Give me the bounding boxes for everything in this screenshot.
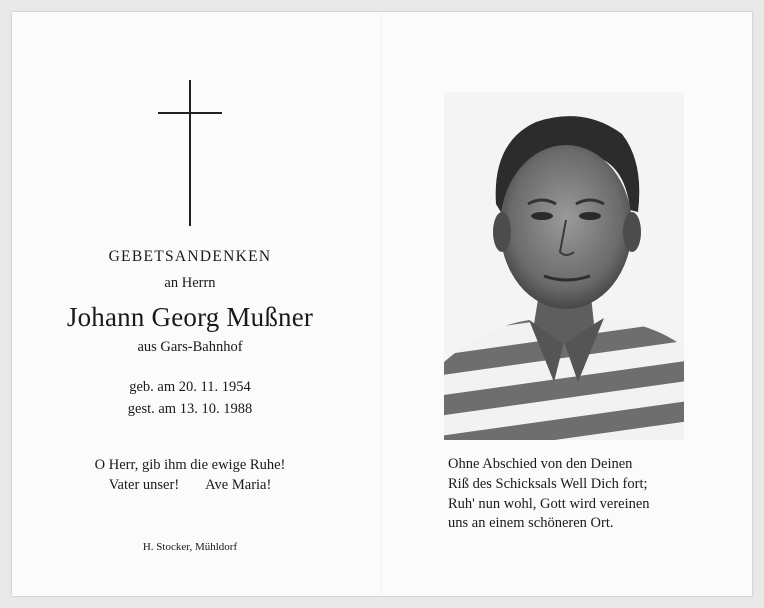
recipient-prefix: an Herrn [164,275,216,291]
deceased-name: Johann Georg Mußner [66,302,314,332]
prayer-line: O Herr, gib ihm die ewige Ruhe! [94,457,286,473]
memorial-card [12,12,752,596]
origin-text: aus Gars-Bahnhof [137,339,243,355]
verse-line: Ohne Abschied von den Deinen [448,456,633,472]
printer-credit: H. Stocker, Mühldorf [142,541,238,553]
death-date: gest. am 13. 10. 1988 [127,401,253,417]
verse-line: uns an einem schöneren Ort. [448,515,614,531]
verse-line: Riß des Schicksals Well Dich fort; [448,476,648,492]
verse-line: Ruh' nun wohl, Gott wird vereinen [448,496,650,512]
card-fold [381,12,382,596]
cross-icon [158,80,222,226]
ave-maria-text: Ave Maria! [205,477,272,493]
prayer-line-2 [52,477,328,494]
birth-date: geb. am 20. 11. 1954 [129,379,251,395]
vater-unser-text: Vater unser! [108,477,180,493]
card-heading: GEBETSANDENKEN [108,248,272,265]
portrait-photo [444,92,684,440]
